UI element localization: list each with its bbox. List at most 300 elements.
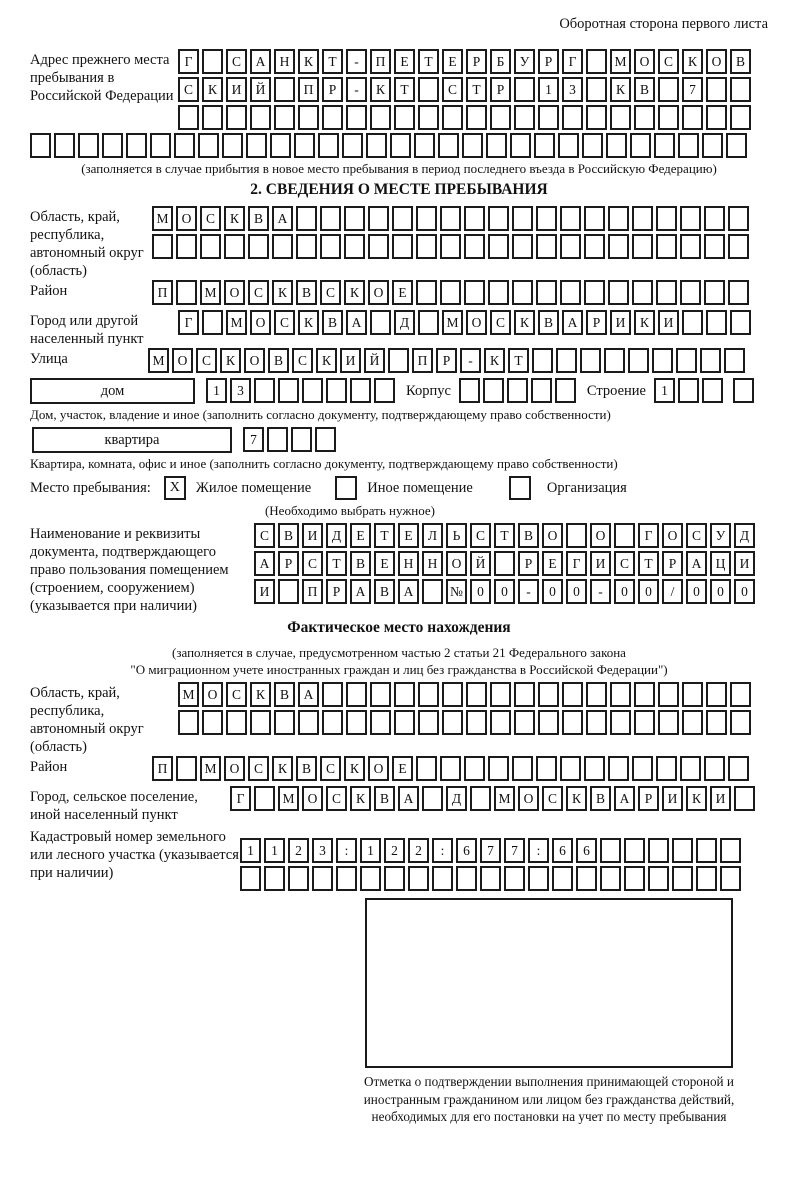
char-cell[interactable]: 3 <box>312 838 333 863</box>
char-cell[interactable]: 0 <box>710 579 731 604</box>
char-cell[interactable] <box>586 105 607 130</box>
char-cell[interactable]: О <box>244 348 265 373</box>
char-cell[interactable] <box>632 280 653 305</box>
char-cell[interactable]: О <box>542 523 563 548</box>
char-cell[interactable] <box>632 206 653 231</box>
char-cell[interactable] <box>680 206 701 231</box>
char-cell[interactable]: 0 <box>542 579 563 604</box>
char-cell[interactable]: О <box>706 49 727 74</box>
char-cell[interactable] <box>440 280 461 305</box>
char-cell[interactable]: С <box>248 756 269 781</box>
char-cell[interactable]: В <box>730 49 751 74</box>
char-cell[interactable] <box>730 710 751 735</box>
char-cell[interactable] <box>416 756 437 781</box>
char-cell[interactable] <box>459 378 480 403</box>
char-cell[interactable] <box>422 579 443 604</box>
char-cell[interactable]: Ь <box>446 523 467 548</box>
char-cell[interactable] <box>226 105 247 130</box>
char-cell[interactable]: М <box>178 682 199 707</box>
char-cell[interactable]: : <box>336 838 357 863</box>
char-cell[interactable] <box>507 378 528 403</box>
char-cell[interactable] <box>418 77 439 102</box>
char-cell[interactable] <box>682 105 703 130</box>
char-cell[interactable] <box>222 133 243 158</box>
char-cell[interactable] <box>704 206 725 231</box>
char-cell[interactable] <box>676 348 697 373</box>
char-cell[interactable] <box>346 710 367 735</box>
char-cell[interactable] <box>322 682 343 707</box>
char-cell[interactable]: М <box>152 206 173 231</box>
char-cell[interactable] <box>672 838 693 863</box>
char-cell[interactable]: Т <box>494 523 515 548</box>
char-cell[interactable] <box>394 682 415 707</box>
char-cell[interactable]: И <box>340 348 361 373</box>
char-cell[interactable] <box>464 756 485 781</box>
char-cell[interactable] <box>658 682 679 707</box>
char-cell[interactable]: В <box>374 786 395 811</box>
char-cell[interactable]: К <box>634 310 655 335</box>
char-cell[interactable] <box>272 234 293 259</box>
char-cell[interactable] <box>254 786 275 811</box>
char-cell[interactable] <box>198 133 219 158</box>
char-cell[interactable]: К <box>224 206 245 231</box>
char-cell[interactable] <box>672 866 693 891</box>
char-cell[interactable] <box>656 234 677 259</box>
confirmation-stamp-box[interactable] <box>365 898 733 1068</box>
char-cell[interactable]: Р <box>278 551 299 576</box>
char-cell[interactable]: С <box>292 348 313 373</box>
char-cell[interactable] <box>274 77 295 102</box>
char-cell[interactable] <box>680 234 701 259</box>
char-cell[interactable] <box>682 310 703 335</box>
char-cell[interactable] <box>416 206 437 231</box>
char-cell[interactable] <box>418 310 439 335</box>
char-cell[interactable]: 3 <box>230 378 251 403</box>
char-cell[interactable]: Р <box>538 49 559 74</box>
char-cell[interactable] <box>733 378 754 403</box>
char-cell[interactable] <box>246 133 267 158</box>
char-cell[interactable] <box>608 756 629 781</box>
char-cell[interactable]: : <box>432 838 453 863</box>
char-cell[interactable]: А <box>346 310 367 335</box>
char-cell[interactable] <box>534 133 555 158</box>
char-cell[interactable] <box>264 866 285 891</box>
char-cell[interactable]: В <box>296 280 317 305</box>
char-cell[interactable] <box>630 133 651 158</box>
char-cell[interactable]: А <box>254 551 275 576</box>
char-cell[interactable] <box>176 756 197 781</box>
char-cell[interactable] <box>532 348 553 373</box>
char-cell[interactable] <box>706 710 727 735</box>
char-cell[interactable] <box>302 378 323 403</box>
char-cell[interactable] <box>656 206 677 231</box>
char-cell[interactable] <box>488 234 509 259</box>
char-cell[interactable]: В <box>268 348 289 373</box>
char-cell[interactable]: 0 <box>494 579 515 604</box>
char-cell[interactable]: К <box>484 348 505 373</box>
char-cell[interactable]: Д <box>394 310 415 335</box>
char-cell[interactable]: Е <box>392 756 413 781</box>
char-cell[interactable]: П <box>152 756 173 781</box>
char-cell[interactable]: Р <box>322 77 343 102</box>
char-cell[interactable] <box>200 234 221 259</box>
char-cell[interactable]: М <box>200 280 221 305</box>
char-cell[interactable] <box>298 105 319 130</box>
char-cell[interactable] <box>54 133 75 158</box>
char-cell[interactable] <box>555 378 576 403</box>
char-cell[interactable] <box>678 378 699 403</box>
char-cell[interactable] <box>706 310 727 335</box>
char-cell[interactable] <box>291 427 312 452</box>
char-cell[interactable]: С <box>226 49 247 74</box>
char-cell[interactable]: П <box>152 280 173 305</box>
char-cell[interactable]: П <box>412 348 433 373</box>
char-cell[interactable] <box>610 682 631 707</box>
char-cell[interactable] <box>394 710 415 735</box>
char-cell[interactable] <box>682 682 703 707</box>
char-cell[interactable] <box>494 551 515 576</box>
char-cell[interactable] <box>416 234 437 259</box>
char-cell[interactable]: 7 <box>504 838 525 863</box>
char-cell[interactable] <box>394 105 415 130</box>
char-cell[interactable] <box>366 133 387 158</box>
char-cell[interactable]: А <box>298 682 319 707</box>
char-cell[interactable]: А <box>398 786 419 811</box>
char-cell[interactable] <box>562 710 583 735</box>
char-cell[interactable]: Р <box>436 348 457 373</box>
char-cell[interactable] <box>604 348 625 373</box>
char-cell[interactable] <box>30 133 51 158</box>
char-cell[interactable] <box>706 77 727 102</box>
char-cell[interactable] <box>250 105 271 130</box>
char-cell[interactable]: Й <box>364 348 385 373</box>
char-cell[interactable]: А <box>614 786 635 811</box>
char-cell[interactable]: В <box>350 551 371 576</box>
char-cell[interactable] <box>610 710 631 735</box>
char-cell[interactable]: К <box>298 310 319 335</box>
char-cell[interactable]: А <box>686 551 707 576</box>
char-cell[interactable]: 2 <box>408 838 429 863</box>
char-cell[interactable]: Н <box>398 551 419 576</box>
char-cell[interactable] <box>658 77 679 102</box>
char-cell[interactable] <box>512 756 533 781</box>
char-cell[interactable] <box>728 206 749 231</box>
char-cell[interactable]: 0 <box>734 579 755 604</box>
char-cell[interactable] <box>346 682 367 707</box>
char-cell[interactable] <box>392 206 413 231</box>
char-cell[interactable] <box>488 756 509 781</box>
char-cell[interactable]: К <box>610 77 631 102</box>
char-cell[interactable] <box>730 105 751 130</box>
char-cell[interactable] <box>336 866 357 891</box>
char-cell[interactable] <box>298 710 319 735</box>
char-cell[interactable]: Р <box>638 786 659 811</box>
char-cell[interactable]: 1 <box>264 838 285 863</box>
char-cell[interactable]: Г <box>562 49 583 74</box>
char-cell[interactable] <box>78 133 99 158</box>
char-cell[interactable]: К <box>272 280 293 305</box>
char-cell[interactable] <box>724 348 745 373</box>
char-cell[interactable]: К <box>566 786 587 811</box>
char-cell[interactable] <box>634 710 655 735</box>
char-cell[interactable]: Е <box>398 523 419 548</box>
char-cell[interactable]: Р <box>586 310 607 335</box>
char-cell[interactable] <box>562 682 583 707</box>
char-cell[interactable]: К <box>682 49 703 74</box>
char-cell[interactable]: М <box>200 756 221 781</box>
char-cell[interactable]: А <box>398 579 419 604</box>
char-cell[interactable] <box>610 105 631 130</box>
char-cell[interactable]: - <box>590 579 611 604</box>
char-cell[interactable] <box>370 710 391 735</box>
zhiloe-checkbox[interactable]: X <box>164 476 186 500</box>
char-cell[interactable] <box>294 133 315 158</box>
char-cell[interactable]: И <box>254 579 275 604</box>
char-cell[interactable]: 1 <box>206 378 227 403</box>
char-cell[interactable]: - <box>346 49 367 74</box>
char-cell[interactable]: 1 <box>360 838 381 863</box>
char-cell[interactable]: : <box>528 838 549 863</box>
char-cell[interactable] <box>510 133 531 158</box>
char-cell[interactable]: И <box>662 786 683 811</box>
char-cell[interactable]: П <box>302 579 323 604</box>
char-cell[interactable] <box>704 234 725 259</box>
char-cell[interactable]: 6 <box>576 838 597 863</box>
char-cell[interactable]: Г <box>178 49 199 74</box>
char-cell[interactable] <box>322 105 343 130</box>
char-cell[interactable] <box>350 378 371 403</box>
char-cell[interactable] <box>438 133 459 158</box>
char-cell[interactable] <box>466 710 487 735</box>
char-cell[interactable]: С <box>686 523 707 548</box>
char-cell[interactable]: 6 <box>552 838 573 863</box>
char-cell[interactable]: О <box>176 206 197 231</box>
char-cell[interactable] <box>700 348 721 373</box>
char-cell[interactable]: О <box>368 280 389 305</box>
char-cell[interactable] <box>728 280 749 305</box>
char-cell[interactable]: С <box>490 310 511 335</box>
char-cell[interactable]: 2 <box>288 838 309 863</box>
char-cell[interactable]: 0 <box>686 579 707 604</box>
char-cell[interactable]: Т <box>638 551 659 576</box>
char-cell[interactable] <box>296 234 317 259</box>
char-cell[interactable] <box>176 280 197 305</box>
char-cell[interactable]: Г <box>566 551 587 576</box>
char-cell[interactable]: С <box>196 348 217 373</box>
char-cell[interactable]: С <box>200 206 221 231</box>
char-cell[interactable]: О <box>518 786 539 811</box>
char-cell[interactable] <box>392 234 413 259</box>
char-cell[interactable]: Е <box>392 280 413 305</box>
char-cell[interactable]: С <box>542 786 563 811</box>
char-cell[interactable]: 0 <box>566 579 587 604</box>
char-cell[interactable] <box>464 234 485 259</box>
char-cell[interactable] <box>288 866 309 891</box>
char-cell[interactable]: В <box>274 682 295 707</box>
char-cell[interactable]: М <box>442 310 463 335</box>
char-cell[interactable] <box>656 756 677 781</box>
char-cell[interactable]: В <box>538 310 559 335</box>
char-cell[interactable]: В <box>518 523 539 548</box>
char-cell[interactable]: Е <box>350 523 371 548</box>
char-cell[interactable]: Т <box>418 49 439 74</box>
char-cell[interactable]: Е <box>542 551 563 576</box>
char-cell[interactable] <box>486 133 507 158</box>
char-cell[interactable]: Р <box>490 77 511 102</box>
char-cell[interactable]: Д <box>734 523 755 548</box>
char-cell[interactable]: Р <box>518 551 539 576</box>
char-cell[interactable]: В <box>374 579 395 604</box>
char-cell[interactable]: 7 <box>243 427 264 452</box>
char-cell[interactable] <box>730 682 751 707</box>
char-cell[interactable]: - <box>346 77 367 102</box>
char-cell[interactable] <box>466 682 487 707</box>
char-cell[interactable]: Т <box>394 77 415 102</box>
kvartira-field[interactable]: квартира <box>32 427 232 453</box>
char-cell[interactable]: О <box>590 523 611 548</box>
char-cell[interactable] <box>558 133 579 158</box>
char-cell[interactable] <box>608 234 629 259</box>
char-cell[interactable] <box>490 710 511 735</box>
char-cell[interactable]: А <box>562 310 583 335</box>
char-cell[interactable]: С <box>320 280 341 305</box>
char-cell[interactable]: Д <box>446 786 467 811</box>
char-cell[interactable]: 3 <box>562 77 583 102</box>
char-cell[interactable]: В <box>296 756 317 781</box>
char-cell[interactable]: О <box>368 756 389 781</box>
char-cell[interactable]: 1 <box>654 378 675 403</box>
char-cell[interactable] <box>152 234 173 259</box>
char-cell[interactable]: К <box>250 682 271 707</box>
char-cell[interactable]: Ц <box>710 551 731 576</box>
char-cell[interactable]: М <box>494 786 515 811</box>
char-cell[interactable]: О <box>202 682 223 707</box>
char-cell[interactable] <box>370 310 391 335</box>
char-cell[interactable]: К <box>686 786 707 811</box>
char-cell[interactable] <box>320 206 341 231</box>
char-cell[interactable] <box>706 682 727 707</box>
char-cell[interactable] <box>270 133 291 158</box>
char-cell[interactable]: Е <box>394 49 415 74</box>
char-cell[interactable]: 7 <box>480 838 501 863</box>
char-cell[interactable] <box>150 133 171 158</box>
char-cell[interactable] <box>504 866 525 891</box>
char-cell[interactable] <box>374 378 395 403</box>
char-cell[interactable] <box>586 710 607 735</box>
char-cell[interactable] <box>538 710 559 735</box>
char-cell[interactable] <box>126 133 147 158</box>
char-cell[interactable] <box>408 866 429 891</box>
char-cell[interactable] <box>418 105 439 130</box>
char-cell[interactable] <box>656 280 677 305</box>
char-cell[interactable] <box>702 378 723 403</box>
char-cell[interactable]: О <box>446 551 467 576</box>
char-cell[interactable]: Н <box>274 49 295 74</box>
char-cell[interactable]: М <box>278 786 299 811</box>
char-cell[interactable]: В <box>248 206 269 231</box>
char-cell[interactable]: Р <box>662 551 683 576</box>
char-cell[interactable] <box>584 206 605 231</box>
char-cell[interactable]: 0 <box>614 579 635 604</box>
char-cell[interactable] <box>342 133 363 158</box>
char-cell[interactable] <box>320 234 341 259</box>
char-cell[interactable] <box>440 756 461 781</box>
char-cell[interactable] <box>296 206 317 231</box>
char-cell[interactable] <box>368 206 389 231</box>
char-cell[interactable] <box>488 206 509 231</box>
char-cell[interactable]: 0 <box>638 579 659 604</box>
char-cell[interactable]: С <box>274 310 295 335</box>
char-cell[interactable] <box>728 234 749 259</box>
char-cell[interactable] <box>174 133 195 158</box>
char-cell[interactable] <box>658 105 679 130</box>
char-cell[interactable] <box>531 378 552 403</box>
char-cell[interactable] <box>720 866 741 891</box>
char-cell[interactable] <box>696 866 717 891</box>
char-cell[interactable] <box>202 105 223 130</box>
char-cell[interactable]: И <box>610 310 631 335</box>
char-cell[interactable] <box>584 234 605 259</box>
char-cell[interactable] <box>632 234 653 259</box>
char-cell[interactable] <box>470 786 491 811</box>
char-cell[interactable]: С <box>470 523 491 548</box>
char-cell[interactable] <box>278 378 299 403</box>
char-cell[interactable] <box>600 866 621 891</box>
char-cell[interactable] <box>267 427 288 452</box>
char-cell[interactable] <box>418 710 439 735</box>
char-cell[interactable] <box>704 756 725 781</box>
char-cell[interactable] <box>608 280 629 305</box>
char-cell[interactable]: Т <box>466 77 487 102</box>
char-cell[interactable] <box>538 105 559 130</box>
char-cell[interactable] <box>442 682 463 707</box>
char-cell[interactable] <box>202 49 223 74</box>
char-cell[interactable]: С <box>178 77 199 102</box>
char-cell[interactable]: Т <box>326 551 347 576</box>
char-cell[interactable] <box>466 105 487 130</box>
char-cell[interactable] <box>442 710 463 735</box>
char-cell[interactable] <box>648 866 669 891</box>
char-cell[interactable]: Р <box>466 49 487 74</box>
char-cell[interactable] <box>696 838 717 863</box>
char-cell[interactable]: С <box>658 49 679 74</box>
char-cell[interactable]: М <box>148 348 169 373</box>
char-cell[interactable] <box>312 866 333 891</box>
char-cell[interactable] <box>648 838 669 863</box>
char-cell[interactable]: О <box>634 49 655 74</box>
char-cell[interactable] <box>576 866 597 891</box>
char-cell[interactable] <box>440 206 461 231</box>
char-cell[interactable] <box>344 234 365 259</box>
char-cell[interactable] <box>682 710 703 735</box>
char-cell[interactable] <box>702 133 723 158</box>
char-cell[interactable] <box>250 710 271 735</box>
char-cell[interactable]: Т <box>374 523 395 548</box>
char-cell[interactable] <box>608 206 629 231</box>
char-cell[interactable] <box>388 348 409 373</box>
char-cell[interactable] <box>560 234 581 259</box>
char-cell[interactable]: О <box>466 310 487 335</box>
char-cell[interactable]: Н <box>422 551 443 576</box>
char-cell[interactable] <box>734 786 755 811</box>
char-cell[interactable] <box>580 348 601 373</box>
char-cell[interactable] <box>586 682 607 707</box>
char-cell[interactable]: С <box>320 756 341 781</box>
char-cell[interactable]: № <box>446 579 467 604</box>
inoe-checkbox[interactable] <box>335 476 357 500</box>
char-cell[interactable] <box>552 866 573 891</box>
char-cell[interactable]: Г <box>638 523 659 548</box>
